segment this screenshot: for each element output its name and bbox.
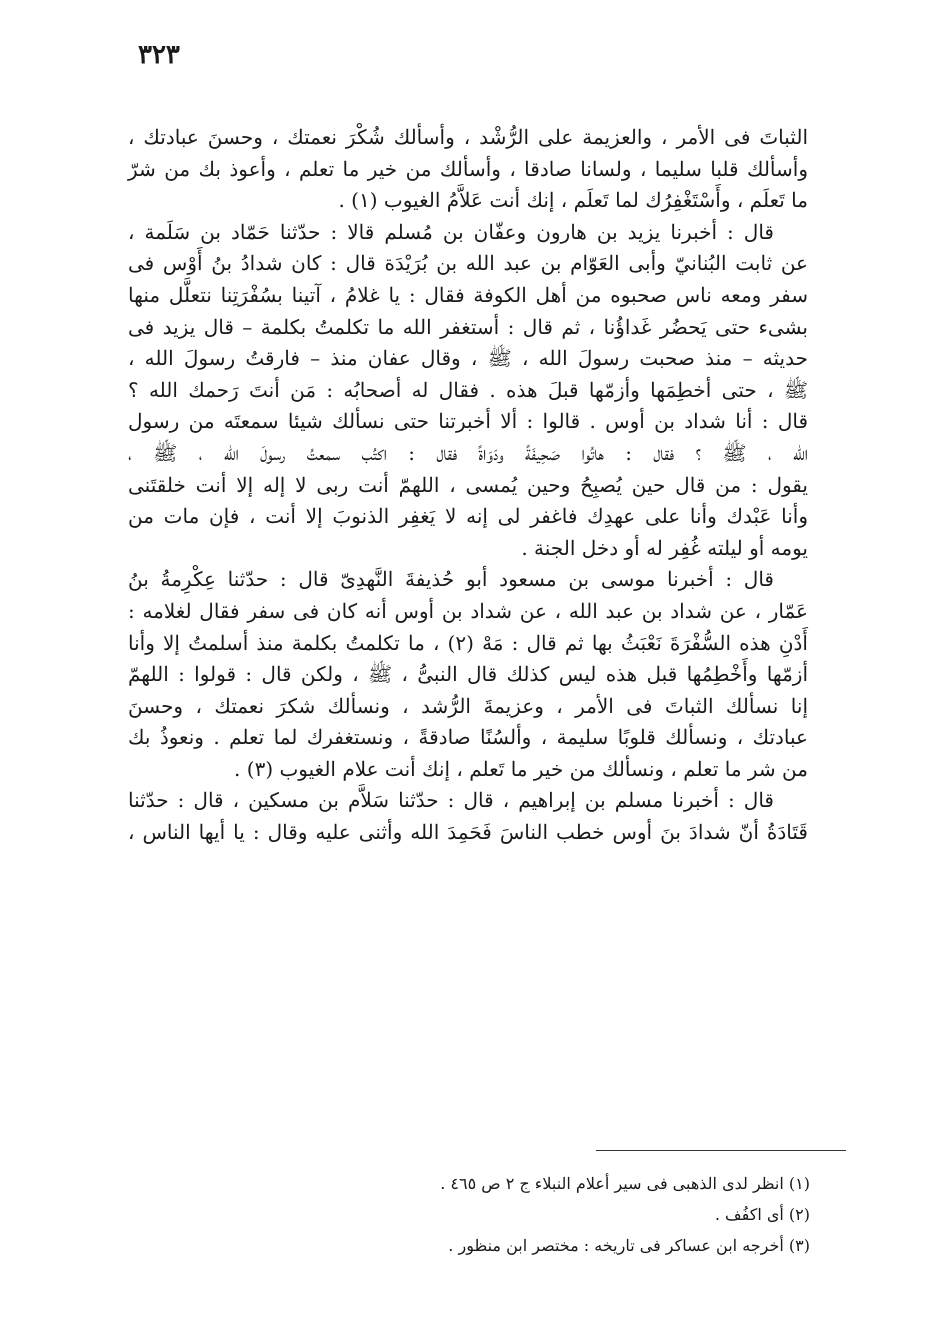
text-line: قال : أخبرنا مسلم بن إبراهيم ، قال : حدّثنا سَلاَّم بن مسكين ، قال : حدّثنا [128, 788, 774, 813]
text-line: إنا نسألك الثباتَ فى الأمر ، وعزيمةَ الرُّشد ، ونسألك شكرَ نعمتك ، وحسنَ [128, 693, 808, 718]
footnote-3: (٣) أخرجه ابن عساكر فى تاريخه : مختصر ابن منظور . [448, 1236, 810, 1255]
text-line: ما تَعلَم ، وأَسْتَغْفِرُك لما تَعلَم ، إنك أنت عَلاَّمُ الغيوب (١) . [338, 188, 808, 213]
text-line: وأنا عَبْدك وأنا على عهدِك فاغفر لى إنه لا يَغفِر الذنوبَ إلا أنت ، فإن مات من [128, 504, 808, 529]
text-line: الله ، ﷺ ؟ فقال : هاتُوا صَحِيفَةً ودَوَاةً فقال : اكتُب سمعتُ رسولَ الله ، ﷺ ، [128, 440, 808, 465]
footnote-1: (١) انظر لدى الذهبى فى سير أعلام النبلاء ج ٢ ص ٤٦٥ . [440, 1174, 810, 1193]
text-line: حديثه – منذ صحبت رسولَ الله ، ﷺ ، وقال عفان منذ – فارقتُ رسولَ الله ، [128, 346, 808, 371]
paragraph-1 [128, 122, 808, 217]
text-line: ﷺ ، حتى أخطِمَها وأزمّها قبلَ هذه . فقال له أصحابُه : مَن أنتَ رَحمك الله ؟ [128, 377, 808, 402]
page-number: ٣٢٣ [138, 40, 180, 70]
paragraph-2 [128, 217, 808, 565]
text-line: يومه أو ليلته غُفِر له أو دخل الجنة . [521, 535, 808, 560]
paragraph-4 [128, 785, 808, 848]
main-text [128, 122, 808, 849]
text-line: قَتَادَةُ أنّ شدادَ بنَ أوس خطب الناسَ فَحَمِدَ الله وأثنى عليه وقال : يا أيها الناس ، [128, 820, 808, 845]
text-line: أزمّها وأَخْطِمُها قبل هذه ليس كذلك قال النبىُّ ، ﷺ ، ولكن قال : قولوا : اللهمّ [128, 662, 808, 687]
footnotes [300, 1168, 810, 1261]
text-line: الثباتَ فى الأمر ، والعزيمة على الرُّشْد ، وأسألك شُكْرَ نعمتك ، وحسنَ عبادتك ، [128, 125, 808, 149]
text-line: أَدْنِ هذه السُّفْرَةَ نَعْبَثُ بها ثم قال : مَهْ (٢) ، ما تكلمتُ بكلمة منذ أسلمتُ إلا وأنا [128, 630, 808, 655]
footnote-divider [596, 1150, 846, 1151]
text-line: قال : أخبرنا يزيد بن هارون وعفّان بن مُسلم قالا : حدّثنا حَمّاد بن سَلَمة ، [128, 219, 774, 244]
text-line: من شر ما تعلم ، ونسألك من خير ما تَعلم ، إنك أنت علام الغيوب (٣) . [234, 756, 808, 781]
text-line: بشىء حتى يَحضُر غَداؤُنا ، ثم قال : أستغفر الله ما تكلمتُ بكلمة – قال يزيد فى [128, 314, 808, 339]
text-line: يقول : من قال حين يُصبِحُ وحين يُمسى ، اللهمّ أنت ربى لا إله إلا أنت خلقتَنى [128, 472, 808, 497]
text-line: وأسألك قلبا سليما ، ولسانا صادقا ، وأسألك من خير ما تعلم ، وأعوذ بك من شرّ [128, 156, 808, 181]
text-line: عبادتك ، ونسألك قلوبًا سليمة ، وألسُنًا صادقةً ، ونستغفرك لما تعلم . ونعوذُ بك [128, 725, 808, 750]
text-line: قال : أنا شداد بن أوس . قالوا : ألا أخبرتنا حتى نسألك شيئا سمعتَه من رسول [128, 409, 808, 434]
text-line: قال : أخبرنا موسى بن مسعود أبو حُذيفةَ النَّهدِىّ قال : حدّثنا عِكْرِمةُ بنُ [128, 567, 774, 592]
paragraph-3 [128, 564, 808, 785]
footnote-2: (٢) أى اكفُف . [714, 1205, 810, 1224]
text-line: عَمّار ، عن شداد بن عبد الله ، عن شداد بن أوس أنه كان فى سفر فقال لغلامه : [128, 598, 808, 623]
text-line: عن ثابت البُنانيّ وأبى العَوّام بن عبد الله بن بُرَيْدَة قال : كان شدادُ بنُ أَوْس فى [128, 251, 808, 276]
text-line: سفر ومعه ناس صحبوه من أهل الكوفة فقال : يا غلامُ ، آتينا بسُفْرَتِنا نتعلَّل منها [128, 282, 808, 307]
